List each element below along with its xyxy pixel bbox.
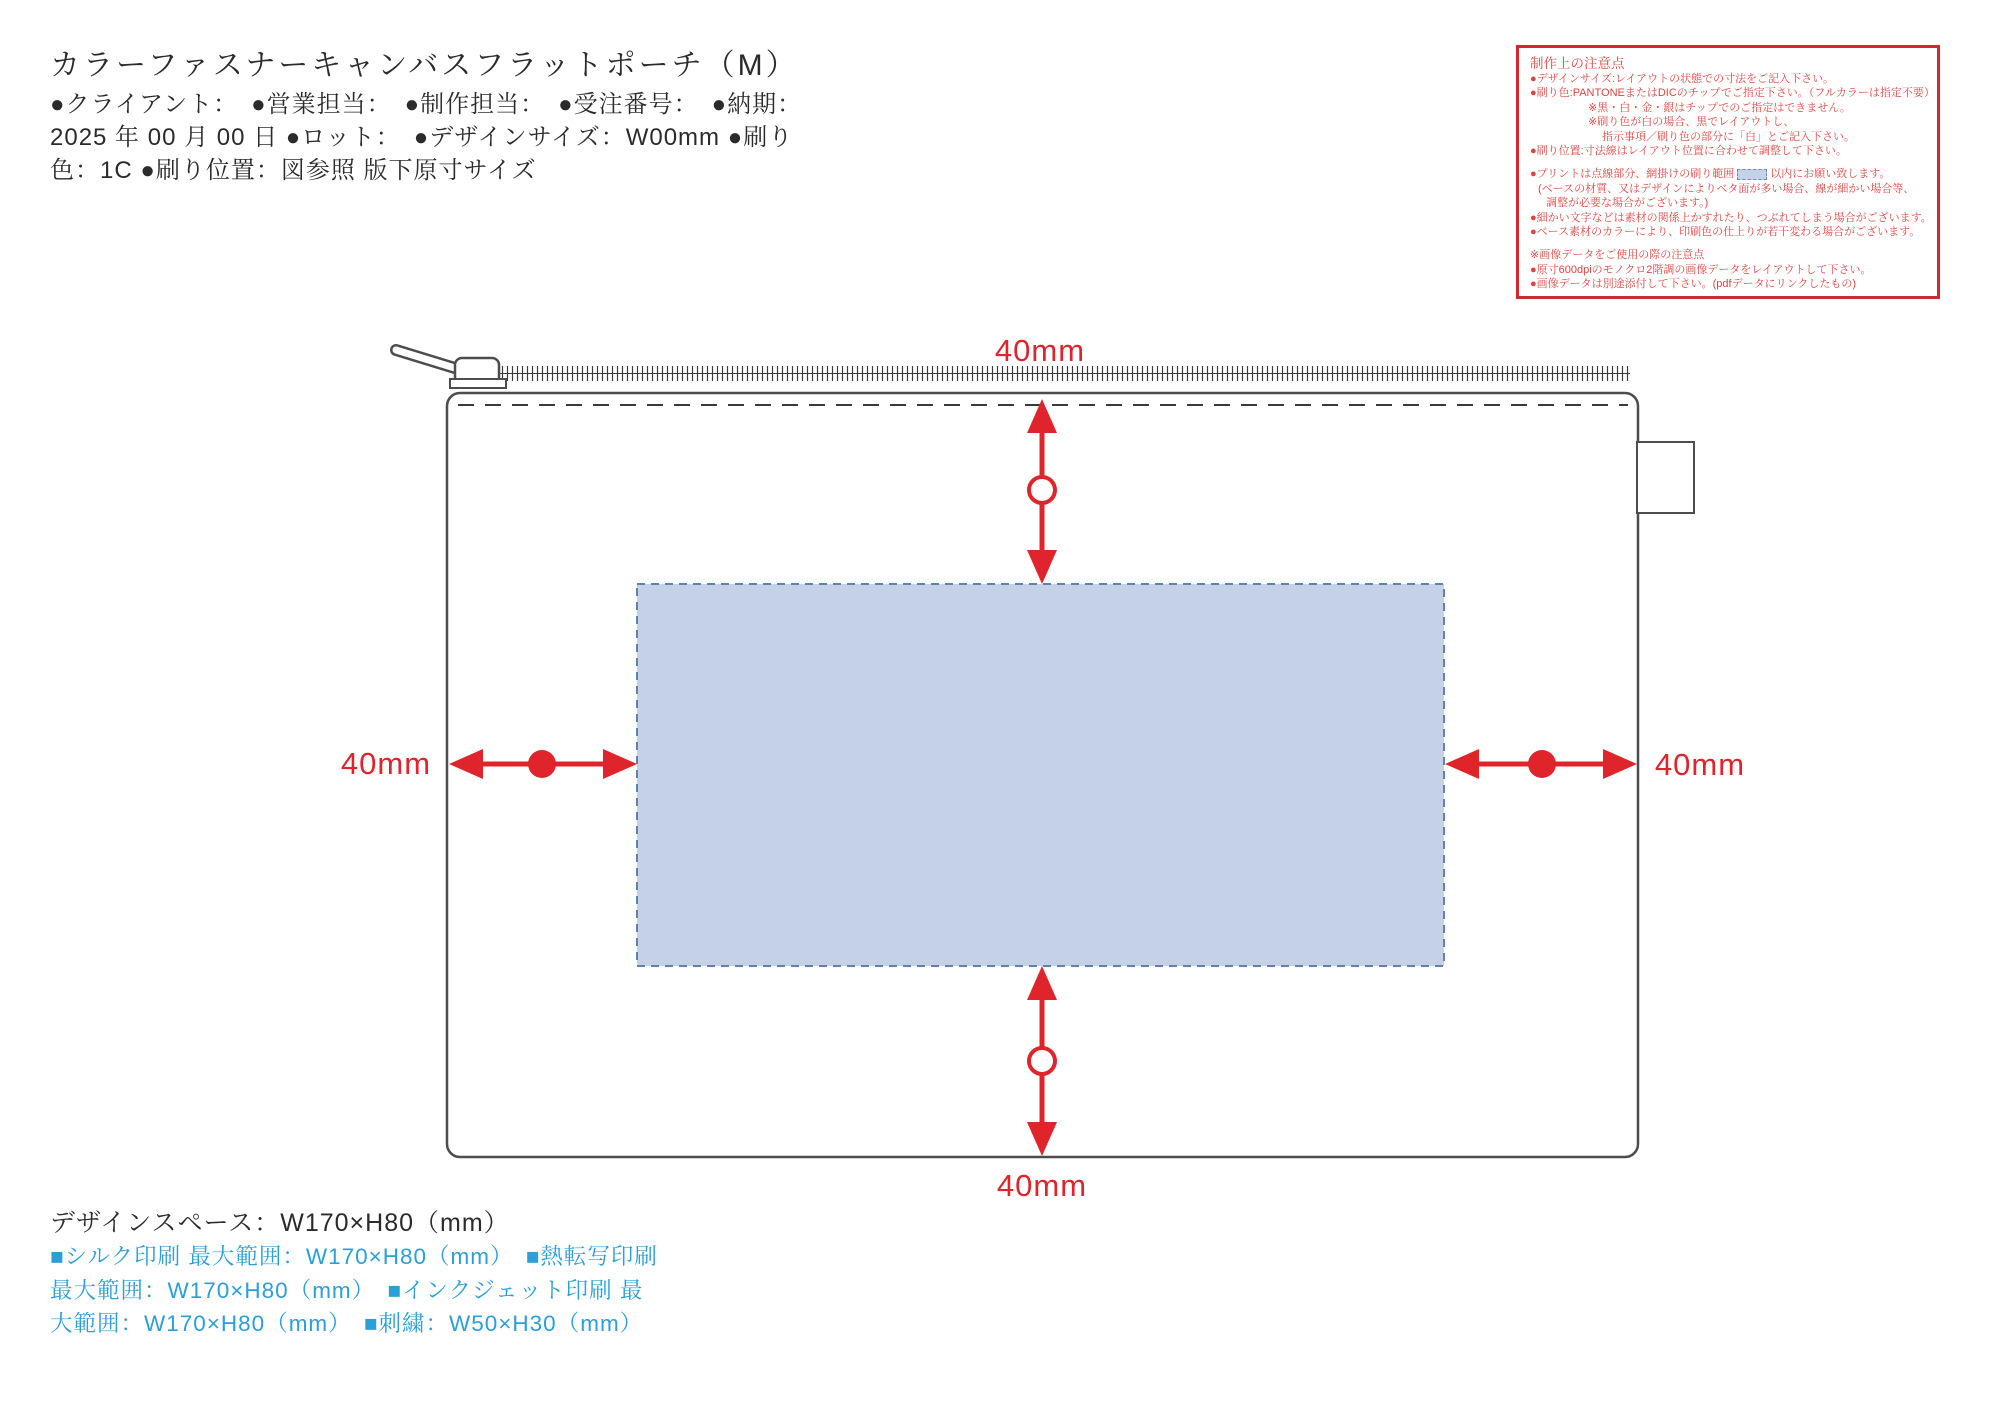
bottom-margin-arrow	[1027, 966, 1057, 1156]
dimension-label-top: 40mm	[994, 333, 1086, 368]
note-line: ●刷り色:PANTONEまたはDICのチップでご指定下さい。（フルカラーは指定不要）	[1530, 87, 1935, 100]
center-ring-mark	[1029, 1048, 1055, 1074]
note-line: ●刷り位置:寸法線はレイアウト位置に合わせて調整して下さい。	[1530, 145, 1847, 158]
design-space-label: デザインスペース：W170×H80（mm）	[50, 1209, 510, 1237]
pouch-side-tab	[1637, 442, 1694, 513]
print-method-specs	[50, 1240, 658, 1341]
right-margin-arrow	[1445, 749, 1637, 779]
order-info-line-1: ●クライアント： ●営業担当： ●制作担当： ●受注番号： ●納期：	[50, 91, 803, 118]
note-line: ●ベース素材のカラーにより、印刷色の仕上りが若干変わる場合がございます。	[1530, 226, 1921, 239]
note-line: 指示事項／刷り色の部分に「白」とご記入下さい。	[1602, 130, 1855, 143]
note-line: ●デザインサイズ:レイアウトの状態での寸法をご記入下さい。	[1530, 73, 1835, 85]
note-line: ●画像データは別途添付して下さい。(pdfデータにリンクしたもの)	[1530, 278, 1857, 291]
note-line: ※刷り色が白の場合、黒でレイアウトし、	[1588, 116, 1795, 129]
order-info-line-2: 2025 年 00 月 00 日 ●ロット： ●デザインサイズ：W00mm ●刷り	[50, 124, 794, 151]
top-margin-arrow	[1027, 399, 1057, 584]
center-dot-mark	[1528, 750, 1556, 778]
center-ring-mark	[1029, 477, 1055, 503]
note-line-prefix: ●プリントは点線部分、網掛けの刷り範囲	[1530, 168, 1735, 181]
center-dot-mark	[528, 750, 556, 778]
print-spec-line-2: 最大範囲：W170×H80（mm） ■インクジェット印刷 最	[50, 1277, 644, 1303]
dimension-label-left: 40mm	[340, 746, 432, 781]
zipper-pull	[396, 350, 506, 388]
order-info-line-3: 色：1C ●刷り位置：図参照 版下原寸サイズ	[50, 157, 537, 184]
dimension-label-bottom: 40mm	[996, 1168, 1088, 1203]
page-title: カラーファスナーキャンバスフラットポーチ（M）	[50, 49, 799, 82]
note-line: ※画像データをご使用の際の注意点	[1530, 249, 1705, 262]
note-line: ●原寸600dpiのモノクロ2階調の画像データをレイアウトして下さい。	[1530, 263, 1872, 276]
note-line: ※黒・白・金・銀はチップでのご指定はできません。	[1588, 101, 1851, 114]
print-spec-line-3: 大範囲：W170×H80（mm） ■刺繍：W50×H30（mm）	[50, 1311, 644, 1336]
note-line: 調整が必要な場合がございます。)	[1546, 197, 1709, 210]
note-line: ●細かい文字などは素材の関係上かすれたり、つぶれてしまう場合がございます。	[1530, 211, 1932, 224]
note-line: (ベースの材質、又はデザインによりベタ面が多い場合、線が細かい場合等、	[1538, 182, 1915, 195]
left-margin-arrow	[449, 749, 637, 779]
note-line-suffix: 以内にお願い致します。	[1770, 168, 1891, 181]
notes-title: 制作上の注意点	[1530, 56, 1625, 71]
print-area	[637, 584, 1444, 966]
dimension-label-right: 40mm	[1654, 747, 1746, 782]
print-spec-line-1: ■シルク印刷 最大範囲：W170×H80（mm） ■熱転写印刷	[50, 1244, 658, 1269]
